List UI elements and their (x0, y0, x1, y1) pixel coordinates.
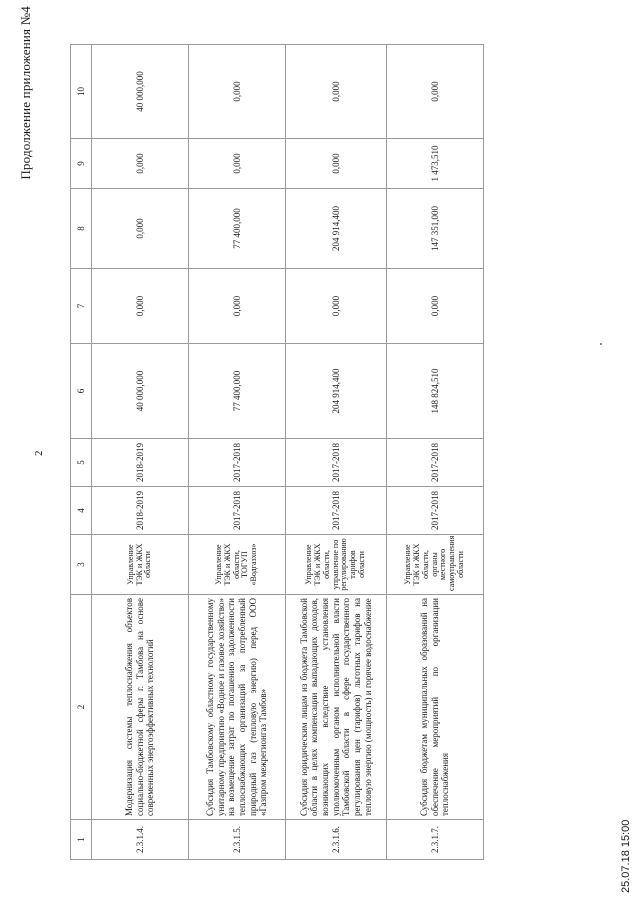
row-col8: 147 351,000 (387, 189, 484, 269)
table-row (387, 45, 484, 860)
row-executor: Управление ТЭК и ЖКХ области, управление по регулированию тарифов области (286, 535, 387, 595)
row-col10: 0,000 (286, 45, 387, 139)
column-number: 2 (71, 595, 92, 820)
row-col9: 0,000 (286, 139, 387, 189)
row-col10: 0,000 (387, 45, 484, 139)
row-col7: 0,000 (387, 269, 484, 344)
row-col9: 0,000 (92, 139, 189, 189)
row-total: 40 000,000 (92, 344, 189, 439)
row-total: 204 914,400 (286, 344, 387, 439)
row-description: Субсидия Тамбовскому областному государственному унитарному предприятию «Водное и газовое хозяйство» на возмещение затрат по погашению задолженности теплоснабжающих организаций за потребленный природный газ (тепловую энергию) перед ООО «Газпром межрегионгаз Тамбов» (189, 595, 286, 820)
row-period-start: 2018-2019 (92, 487, 189, 535)
row-id: 2.3.1.5. (189, 820, 286, 860)
row-period-start: 2017-2018 (189, 487, 286, 535)
column-number: 9 (71, 139, 92, 189)
row-period-end: 2017-2018 (387, 439, 484, 487)
row-period-start: 2017-2018 (387, 487, 484, 535)
row-description: Субсидия бюджетам муниципальных образований на обеспечение мероприятий по организации теплоснабжения (387, 595, 484, 820)
column-number: 3 (71, 535, 92, 595)
row-executor: Управление ТЭК и ЖКХ области (92, 535, 189, 595)
appendix-continuation-caption: Продолжение приложения №4 (18, 6, 33, 180)
column-number: 6 (71, 344, 92, 439)
row-total: 77 400,000 (189, 344, 286, 439)
column-number: 1 (71, 820, 92, 860)
row-col7: 0,000 (189, 269, 286, 344)
row-col8: 204 914,400 (286, 189, 387, 269)
column-number: 10 (71, 45, 92, 139)
column-number: 4 (71, 487, 92, 535)
row-col10: 40 000,000 (92, 45, 189, 139)
table-row (92, 45, 189, 860)
column-number-row (71, 45, 92, 860)
row-period-end: 2017-2018 (189, 439, 286, 487)
row-col7: 0,000 (286, 269, 387, 344)
table-row (189, 45, 286, 860)
row-col7: 0,000 (92, 269, 189, 344)
column-number: 7 (71, 269, 92, 344)
row-period-start: 2017-2018 (286, 487, 387, 535)
scan-speck (600, 343, 602, 345)
row-executor: Управление ТЭК и ЖКХ области, органы местного самоуправления области (387, 535, 484, 595)
print-timestamp: 25.07.18 15:00 (620, 819, 632, 893)
appendix-table (70, 44, 484, 860)
row-col8: 77 400,000 (189, 189, 286, 269)
column-number: 5 (71, 439, 92, 487)
row-col9: 0,000 (189, 139, 286, 189)
page-number: 2 (33, 450, 45, 456)
row-col10: 0,000 (189, 45, 286, 139)
row-period-end: 2018-2019 (92, 439, 189, 487)
row-col9: 1 473,510 (387, 139, 484, 189)
row-col8: 0,000 (92, 189, 189, 269)
row-description: Модернизация системы теплоснабжения объектов социально-бюджетной сферы г. Тамбова на основе современных энергоэффективных технологий (92, 595, 189, 820)
row-id: 2.3.1.6. (286, 820, 387, 860)
row-description: Субсидия юридическим лицам из бюджета Тамбовской области в целях компенсации выпадающих доходов, возникающих вследствие установления уполномоченным органом исполнительной власти Тамбовской области в сфере государственного регулирования цен (тарифов) льготных тарифов на тепловую энергию (мощность) и горячее водоснабжение (286, 595, 387, 820)
row-id: 2.3.1.4. (92, 820, 189, 860)
row-id: 2.3.1.7. (387, 820, 484, 860)
table-row (286, 45, 387, 860)
row-executor: Управление ТЭК и ЖКХ области, ТОГУП «Водгазхоз» (189, 535, 286, 595)
row-total: 148 824,510 (387, 344, 484, 439)
column-number: 8 (71, 189, 92, 269)
row-period-end: 2017-2018 (286, 439, 387, 487)
